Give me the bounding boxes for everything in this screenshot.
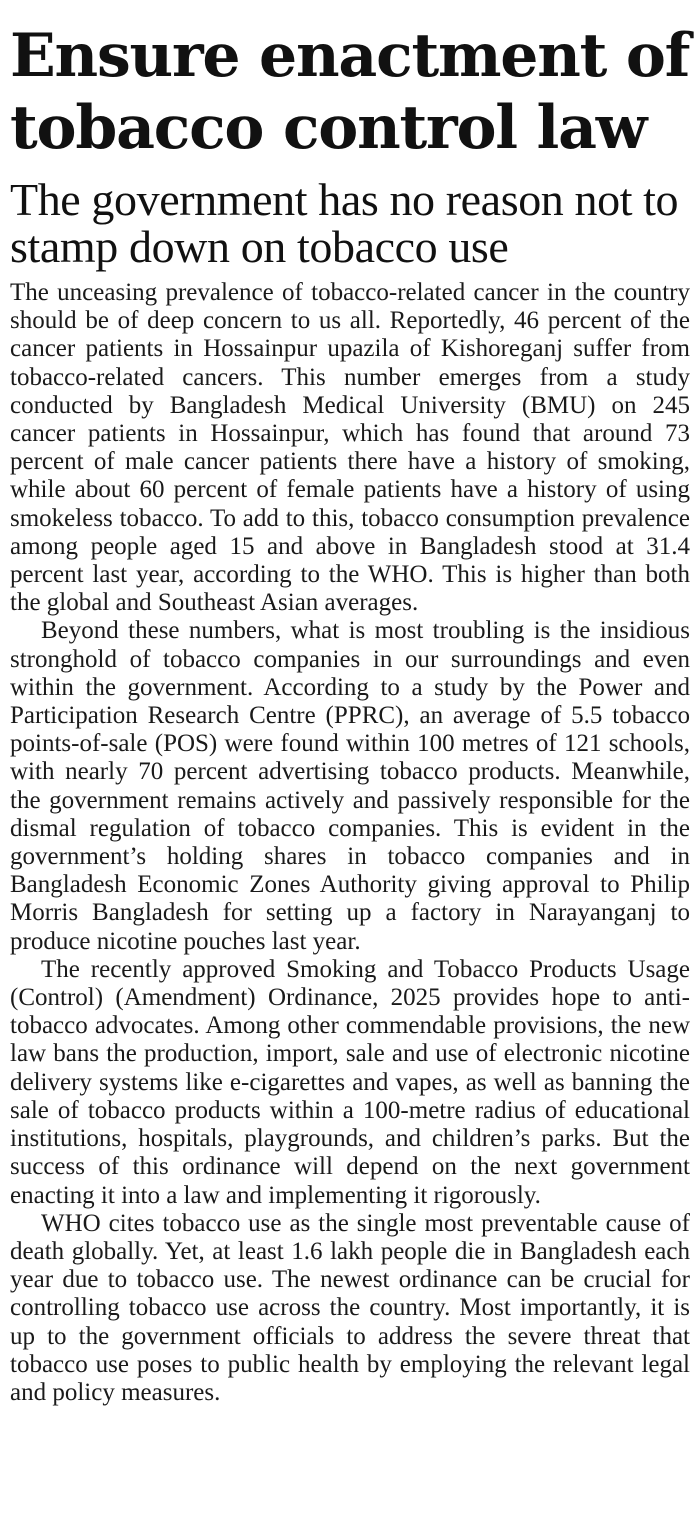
paragraph-3: The recently approved Smoking and Tobacco Products Usage (Control) (Amendment) Ordinance, 2025 provides hope to anti-tobacco advocates. Among other commendable provisions, the new law bans the production, import, sale and use of electronic nicotine delivery systems like e-cigarettes and vapes, as well as banning the sale of tobacco products within a 100-metre radius of educational institutions, hospitals, playgrounds, and children’s parks. But the success of this ordinance will depend on the next government enacting it into a law and implementing it rigorously.: [10, 955, 690, 1209]
subheadline: The government has no reason not to stamp down on tobacco use: [10, 174, 679, 272]
paragraph-1: The unceasing prevalence of tobacco-related cancer in the country should be of deep concern to us all. Reportedly, 46 percent of the cancer patients in Hossainpur upazila of Kishoreganj suffer from tobacco-related cancers. This number emerges from a study conducted by Bangladesh Medical University (BMU) on 245 cancer patients in Hossainpur, which has found that around 73 percent of male cancer patients there have a history of smoking, while about 60 percent of female patients have a history of using smokeless tobacco. To add to this, tobacco consumption prevalence among people aged 15 and above in Bangladesh stood at 31.4 percent last year, according to the WHO. This is higher than both the global and Southeast Asian averages.: [10, 279, 690, 617]
headline: Ensure enactment of tobacco control law: [10, 21, 690, 163]
article-body: [10, 279, 690, 1407]
paragraph-2: Beyond these numbers, what is most troubling is the insidious stronghold of tobacco companies in our surroundings and even within the government. According to a study by the Power and Participation Research Centre (PPRC), an average of 5.5 tobacco points-of-sale (POS) were found within 100 metres of 121 schools, with nearly 70 percent advertising tobacco products. Meanwhile, the government remains actively and passively responsible for the dismal regulation of tobacco companies. This is evident in the government’s holding shares in tobacco companies and in Bangladesh Economic Zones Authority giving approval to Philip Morris Bangladesh for setting up a factory in Narayanganj to produce nicotine pouches last year.: [10, 617, 690, 955]
paragraph-4: WHO cites tobacco use as the single most preventable cause of death globally. Yet, at least 1.6 lakh people die in Bangladesh each year due to tobacco use. The newest ordinance can be crucial for controlling tobacco use across the country. Most importantly, it is up to the government officials to address the severe threat that tobacco use poses to public health by employing the relevant legal and policy measures.: [10, 1209, 690, 1406]
